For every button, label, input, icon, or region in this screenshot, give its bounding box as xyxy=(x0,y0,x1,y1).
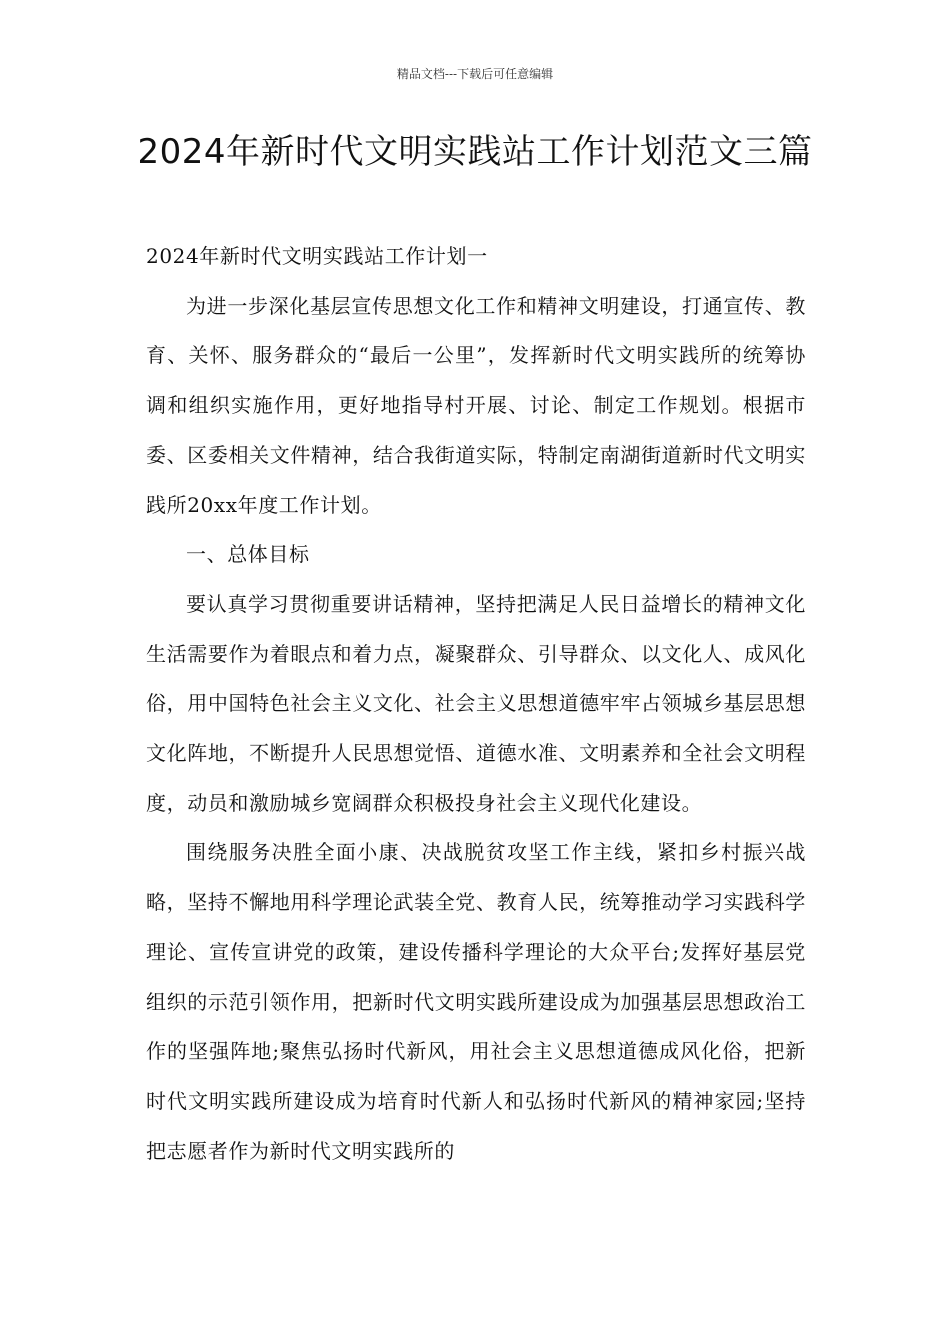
document-title: 2024年新时代文明实践站工作计划范文三篇 xyxy=(137,132,813,172)
paragraph-mainline: 围绕服务决胜全面小康、决战脱贫攻坚工作主线，紧扣乡村振兴战略，坚持不懈地用科学理论武装全党、教育人民，统筹推动学习实践科学理论、宣传宣讲党的政策，建设传播科学理论的大众平台;发挥好基层党组织的示范引领作用，把新时代文明实践所建设成为加强基层思想政治工作的坚强阵地;聚焦弘扬时代新风，用社会主义思想道德成风化俗，把新时代文明实践所建设成为培育时代新人和弘扬时代新风的精神家园;坚持把志愿者作为新时代文明实践所的 xyxy=(146,840,806,1163)
document-body xyxy=(146,232,806,1176)
paragraph-intro: 为进一步深化基层宣传思想文化工作和精神文明建设，打通宣传、教育、关怀、服务群众的“最后一公里”，发挥新时代文明实践所的统筹协调和组织实施作用，更好地指导村开展、讨论、制定工作规划。根据市委、区委相关文件精神，结合我街道实际，特制定南湖街道新时代文明实践所20xx年度工作计划。 xyxy=(146,293,806,517)
paragraph-goals: 要认真学习贯彻重要讲话精神，坚持把满足人民日益增长的精神文化生活需要作为着眼点和着力点，凝聚群众、引导群众、以文化人、成风化俗，用中国特色社会主义文化、社会主义思想道德牢牢占领城乡基层思想文化阵地，不断提升人民思想觉悟、道德水准、文明素养和全社会文明程度，动员和激励城乡宽阔群众积极投身社会主义现代化建设。 xyxy=(146,591,806,815)
section-heading: 2024年新时代文明实践站工作计划一 xyxy=(146,244,488,268)
page-header: 精品文档---下载后可任意编辑 xyxy=(396,67,554,81)
section-title-goals: 一、总体目标 xyxy=(186,542,310,567)
